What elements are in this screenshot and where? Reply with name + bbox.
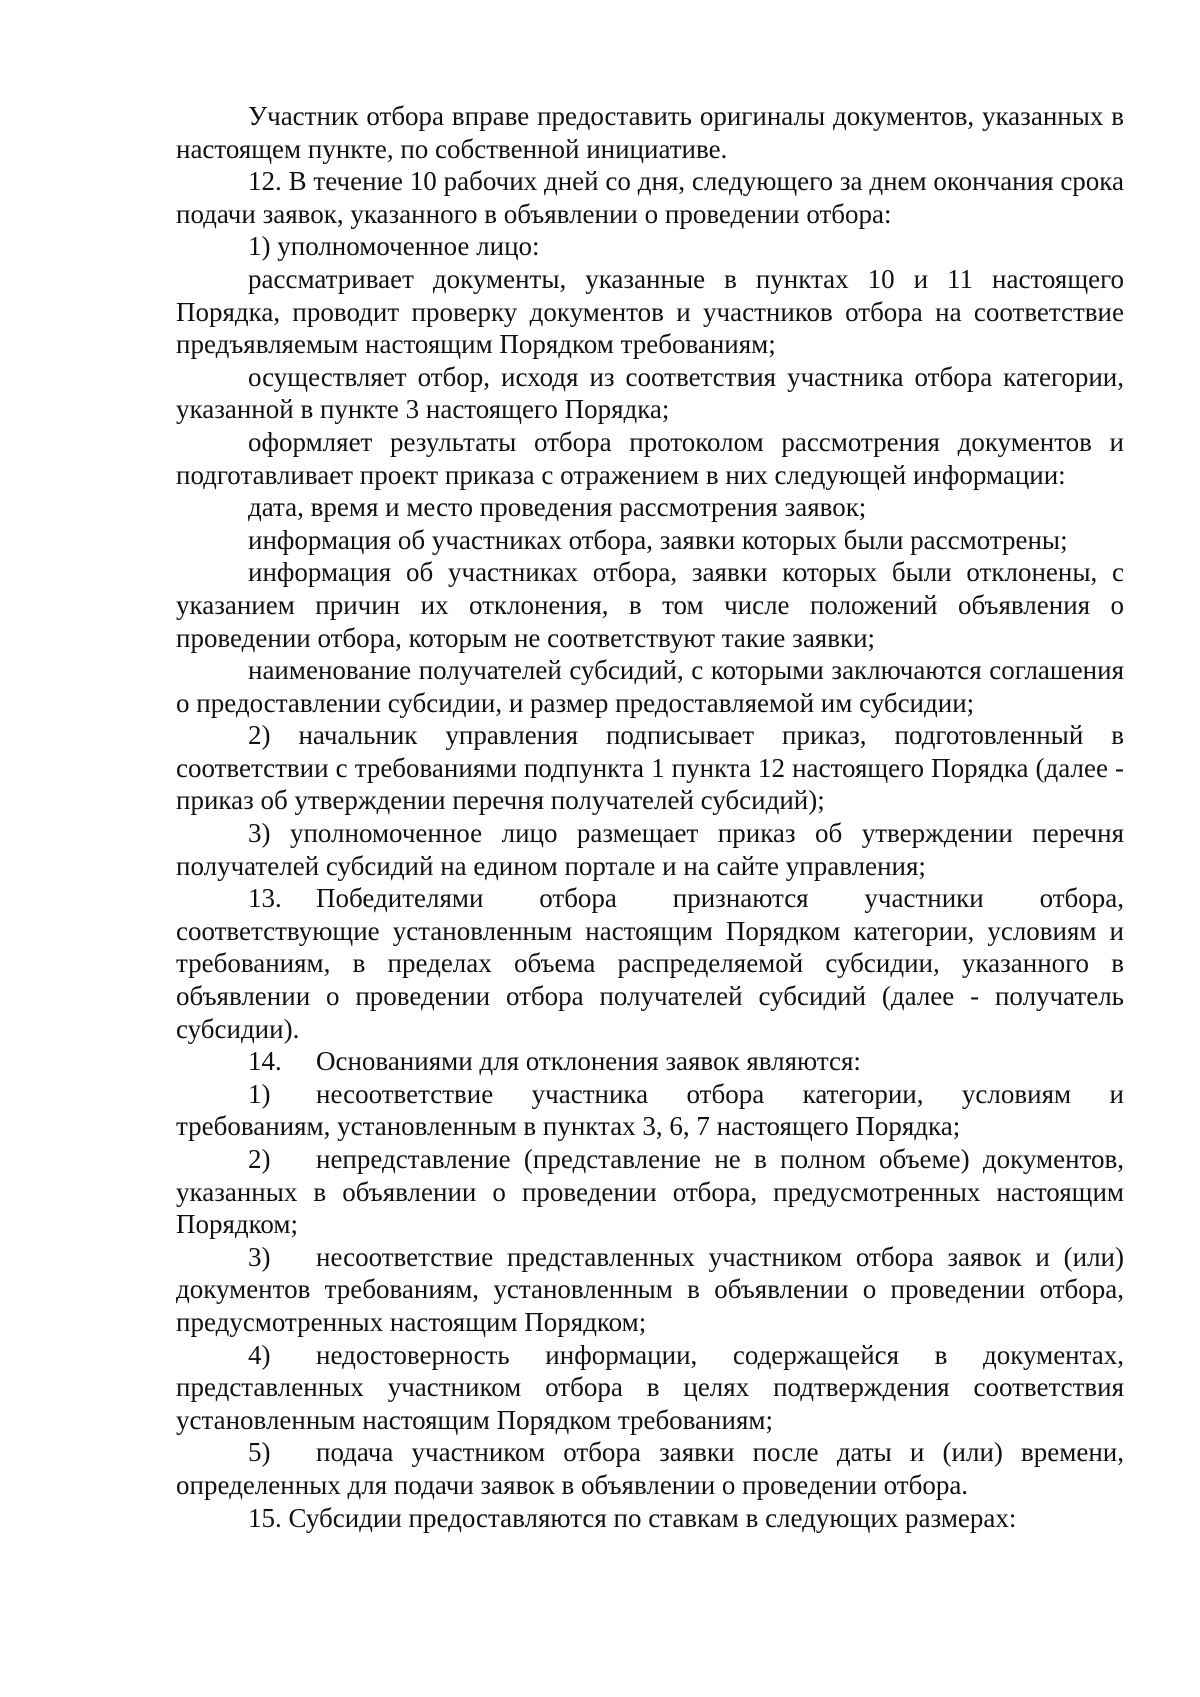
paragraph-recipients-names: наименование получателей субсидий, с которыми заключаются соглашения о предоставлении субсидии, и размер предоставляемой им субсидии; <box>176 655 1124 718</box>
item-number: 14. <box>248 1046 282 1077</box>
paragraph-date-time-place: дата, время и место проведения рассмотрения заявок; <box>248 492 867 523</box>
item-number: 2) <box>248 1144 271 1174</box>
paragraph-reviewed-applications: информация об участниках отбора, заявки которых были рассмотрены; <box>248 524 1068 555</box>
item-number: 13. <box>248 883 282 914</box>
paragraph-rejection-4: 4) недостоверность информации, содержащейся в документах, представленных участником отбора в целях подтверждения соответствия установленным настоящим Порядком требованиям; <box>176 1339 1124 1435</box>
item-number: 1) <box>248 1078 271 1109</box>
paragraph-subitem-3: 3) уполномоченное лицо размещает приказ об утверждении перечня получателей субсидий на едином портале и на сайте управления; <box>176 818 1124 881</box>
paragraph-reviews-documents: рассматривает документы, указанные в пунктах 10 и 11 настоящего Порядка, проводит проверку документов и участников отбора на соответствие предъявляемым настоящим Порядком требованиям; <box>176 263 1124 360</box>
paragraph-performs-selection: осуществляет отбор, исходя из соответствия участника отбора категории, указанной в пункте 3 настоящего Порядка; <box>176 361 1124 425</box>
paragraph-rejection-1: 1) несоответствие участника отбора категории, условиям и требованиям, установленным в пунктах 3, 6, 7 настоящего Порядка; <box>176 1078 1124 1142</box>
paragraph-subitem-1: 1) уполномоченное лицо: <box>248 231 540 262</box>
paragraph-rejection-3: 3) несоответствие представленных участником отбора заявок и (или) документов требованиям, установленным в объявлении о проведении отбора, предусмотренных настоящим Порядком; <box>176 1241 1124 1337</box>
item-number: 3) <box>248 1241 271 1272</box>
paragraph-rejected-applications: информация об участниках отбора, заявки которых были отклонены, с указанием причин их отклонения, в том числе положений объявления о проведении отбора, которым не соответствуют такие заявки; <box>176 557 1124 653</box>
item-number: 4) <box>248 1339 271 1370</box>
paragraph-subitem-2: 2) начальник управления подписывает приказ, подготовленный в соответствии с требованиями подпункта 1 пункта 12 настоящего Порядка (далее - приказ об утверждении перечня получателей субсидий); <box>176 720 1124 816</box>
paragraph-rejection-2: 2) непредставление (представление не в полном объеме) документов, указанных в объявлении о проведении отбора, предусмотренных настоящим Порядком; <box>176 1144 1124 1240</box>
paragraph-formalizes-results: оформляет результаты отбора протоколом рассмотрения документов и подготавливает проект приказа с отражением в них следующей информации: <box>176 426 1124 490</box>
paragraph-item-14: 14. Основаниями для отклонения заявок являются: <box>248 1046 861 1077</box>
paragraph-item-15: 15. Субсидии предоставляются по ставкам в следующих размерах: <box>248 1502 1017 1533</box>
item-number: 5) <box>248 1437 271 1468</box>
document-page <box>176 100 1124 1534</box>
paragraph-item-13: 13. Победителями отбора признаются участники отбора, соответствующие установленным настоящим Порядком категории, условиям и требованиям, в пределах объема распределяемой субсидии, указанного в объявлении о проведении отбора получателей субсидий (далее - получатель субсидии). <box>176 883 1124 1044</box>
paragraph-rejection-5: 5) подача участником отбора заявки после даты и (или) времени, определенных для подачи заявок в объявлении о проведении отбора. <box>176 1437 1124 1500</box>
paragraph-participant-originals: Участник отбора вправе предоставить оригиналы документов, указанных в настоящем пункте, по собственной инициативе. <box>176 101 1124 164</box>
paragraph-item-12: 12. В течение 10 рабочих дней со дня, следующего за днем окончания срока подачи заявок, указанного в объявлении о проведении отбора: <box>176 166 1124 229</box>
